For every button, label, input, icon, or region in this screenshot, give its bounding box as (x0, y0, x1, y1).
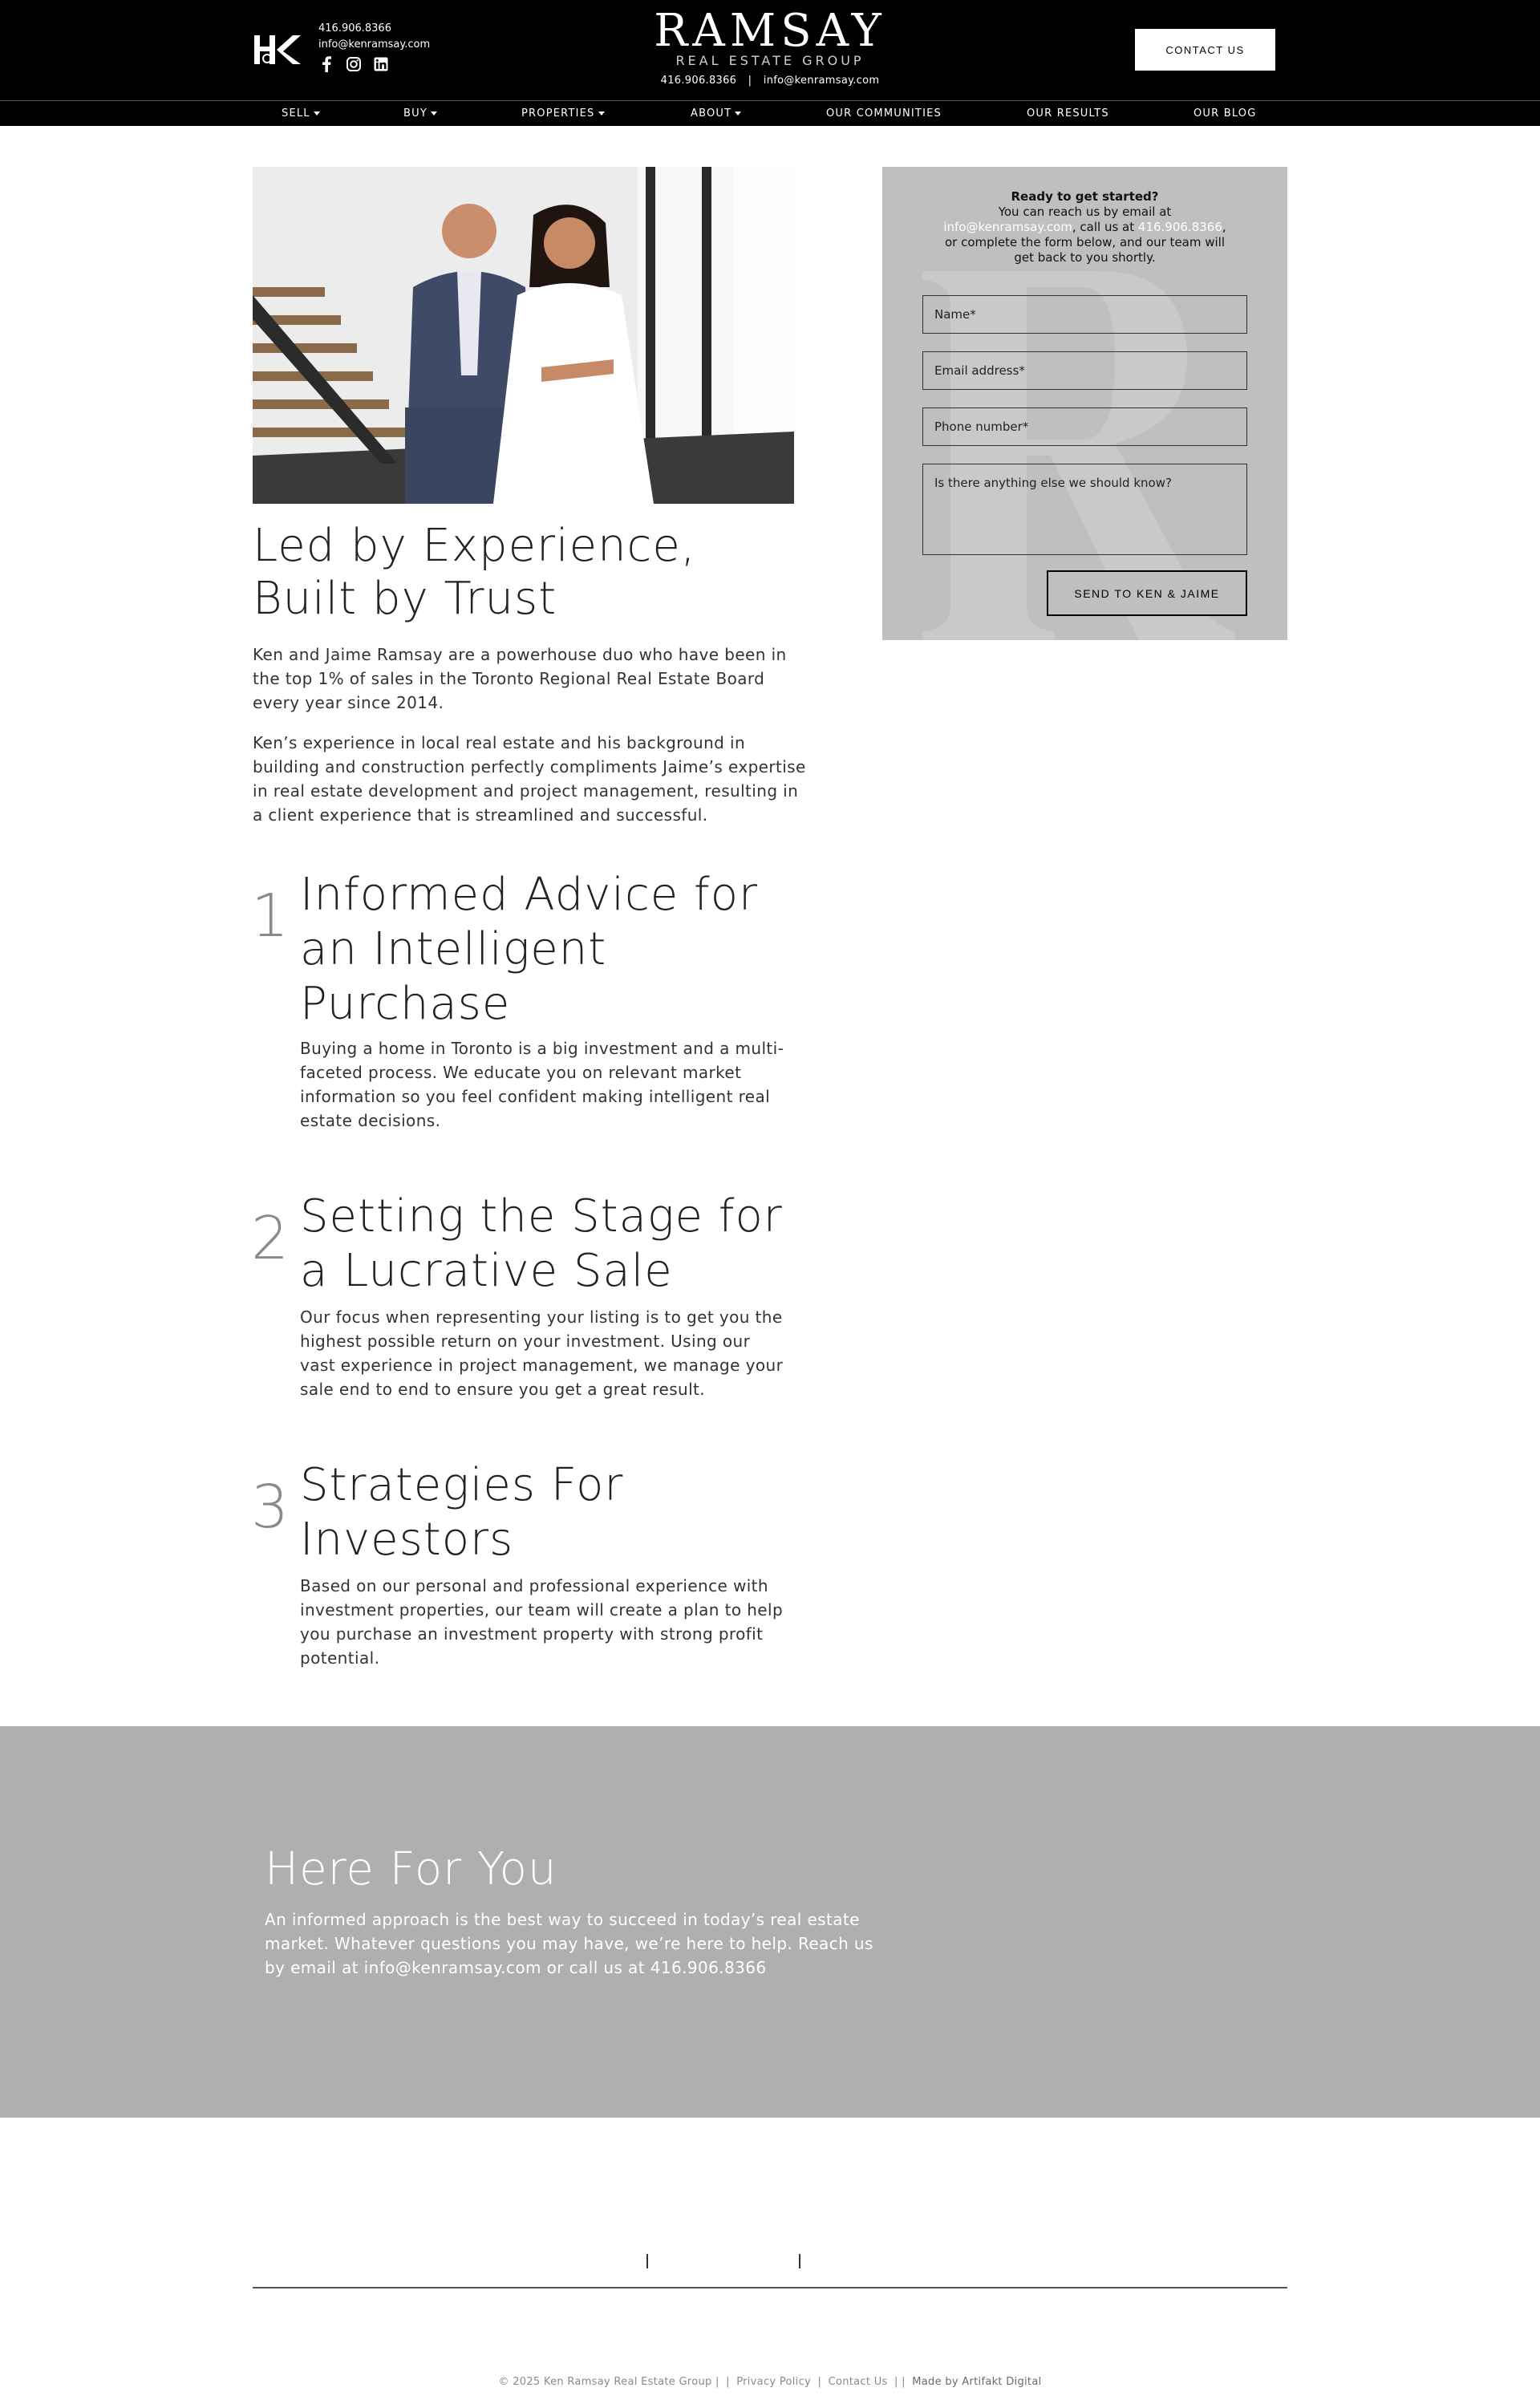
caret-down-icon (314, 111, 320, 116)
nav-label: OUR RESULTS (1027, 107, 1109, 120)
nav-label: BUY (403, 107, 428, 120)
intro-paragraph-1: Ken and Jaime Ramsay are a powerhouse duo who have been in the top 1% of sales in the Toronto Regional Real Estate Board every year since 2014. (253, 645, 787, 712)
contact-us-link[interactable]: Contact Us (828, 2376, 888, 2388)
intro-title (253, 520, 782, 626)
linkedin-icon[interactable] (373, 56, 389, 72)
nav-item-our-results[interactable] (1027, 101, 1109, 126)
section-number: 2 (251, 1204, 290, 1273)
form-heading: Ready to get started? (1011, 189, 1159, 204)
nav-item-sell[interactable] (282, 101, 320, 126)
email-field[interactable] (922, 351, 1247, 390)
name-field[interactable] (922, 295, 1247, 334)
name-placeholder: Name* (934, 307, 976, 322)
brand-subtitle: REAL ESTATE GROUP (675, 53, 865, 68)
site-header (0, 0, 1540, 100)
header-phone[interactable]: 416.906.8366 (318, 22, 391, 34)
footer-sep: | | (894, 2376, 906, 2388)
privacy-policy-link[interactable]: Privacy Policy (736, 2376, 812, 2388)
section-number: 1 (251, 882, 290, 951)
facebook-icon[interactable] (318, 56, 334, 72)
brand-logo[interactable] (610, 6, 930, 87)
email-placeholder: Email address* (934, 363, 1025, 378)
form-end-text: , (1222, 220, 1226, 234)
nav-label: ABOUT (691, 107, 732, 120)
form-intro-line1: You can reach us by email at (998, 205, 1172, 219)
social-links (318, 56, 389, 72)
message-placeholder: Is there anything else we should know? (934, 476, 1172, 490)
contact-form-panel (882, 167, 1287, 640)
footer-copyright (0, 2376, 1540, 2388)
form-intro-line3: or complete the form below, and our team will (944, 235, 1226, 249)
section-title: Setting the Stage for a Lucrative Sale (300, 1190, 783, 1297)
main-nav (0, 100, 1540, 126)
nav-item-our-blog[interactable] (1194, 101, 1257, 126)
brand-name: RAMSAY (654, 5, 886, 57)
caret-down-icon (735, 111, 741, 116)
form-intro-line4: get back to you shortly. (1014, 250, 1156, 265)
phone-field[interactable] (922, 407, 1247, 446)
header-email[interactable]: info@kenramsay.com (318, 39, 431, 51)
team-photo (253, 167, 794, 504)
nav-item-properties[interactable] (521, 101, 605, 126)
nav-label: SELL (282, 107, 310, 120)
footer-sep: | (817, 2376, 822, 2388)
nav-item-buy[interactable] (403, 101, 437, 126)
section-body: Buying a home in Toronto is a big investment and a multi-faceted process. We educate you on relevant market information so you feel confident making intelligent real estate decisions. (300, 1039, 784, 1130)
section-title: Strategies For Investors (300, 1459, 624, 1566)
form-phone-link[interactable]: 416.906.8366 (1137, 220, 1222, 234)
form-mid-text: , call us at (1072, 220, 1135, 234)
copyright-text: © 2025 Ken Ramsay Real Estate Group | (498, 2376, 719, 2388)
intro-title-line2: Built by Trust (253, 573, 557, 625)
footer-rule (253, 2287, 1287, 2288)
send-button[interactable]: SEND TO KEN & JAIME (1047, 570, 1247, 616)
caret-down-icon (431, 111, 437, 116)
contact-us-button[interactable]: CONTACT US (1135, 29, 1275, 71)
brand-contact (610, 75, 930, 87)
made-by-link[interactable]: Made by Artifakt Digital (912, 2376, 1042, 2388)
intro-title-line1: Led by Experience, (253, 520, 696, 572)
nav-label: OUR BLOG (1194, 107, 1257, 120)
nav-item-our-communities[interactable] (826, 101, 942, 126)
intro-paragraph-2: Ken’s experience in local real estate and his background in building and construction perfectly compliments Jaime’s expertise in real estate development and project management, resulting in a client experience that is streamlined and successful. (253, 733, 806, 825)
section-body: Our focus when representing your listing is to get you the highest possible return on your investment. Using our vast experience in project management, we manage your sale end to end to ensure you get a great result. (300, 1307, 784, 1399)
band-text: An informed approach is the best way to succeed in today’s real estate market. Whatever questions you may have, we’re here to help. Reach us by email at info@kenramsay.com or call us at 416.906.8366 (265, 1910, 873, 1977)
kr-logo-icon[interactable] (253, 32, 302, 67)
form-heading-block (882, 189, 1287, 266)
band-title: Here For You (265, 1843, 557, 1895)
form-email-link[interactable]: info@kenramsay.com (943, 220, 1072, 234)
footer-divider (646, 2254, 648, 2268)
instagram-icon[interactable] (346, 56, 362, 72)
section-title: Informed Advice for an Intelligent Purchase (300, 869, 758, 1030)
footer-divider (799, 2254, 800, 2268)
nav-label: OUR COMMUNITIES (826, 107, 942, 120)
footer-sep: | (726, 2376, 730, 2388)
section-body: Based on our personal and professional experience with investment properties, our team will create a plan to help you purchase an investment property with strong profit potential. (300, 1576, 784, 1668)
nav-item-about[interactable] (691, 101, 741, 126)
section-number: 3 (251, 1473, 290, 1542)
center-email[interactable]: info@kenramsay.com (763, 75, 880, 87)
caret-down-icon (598, 111, 605, 116)
header-contact (318, 21, 430, 53)
phone-placeholder: Phone number* (934, 420, 1029, 434)
center-phone[interactable]: 416.906.8366 (660, 75, 737, 87)
center-separator: | (748, 75, 752, 87)
message-field[interactable] (922, 464, 1247, 555)
nav-label: PROPERTIES (521, 107, 595, 120)
